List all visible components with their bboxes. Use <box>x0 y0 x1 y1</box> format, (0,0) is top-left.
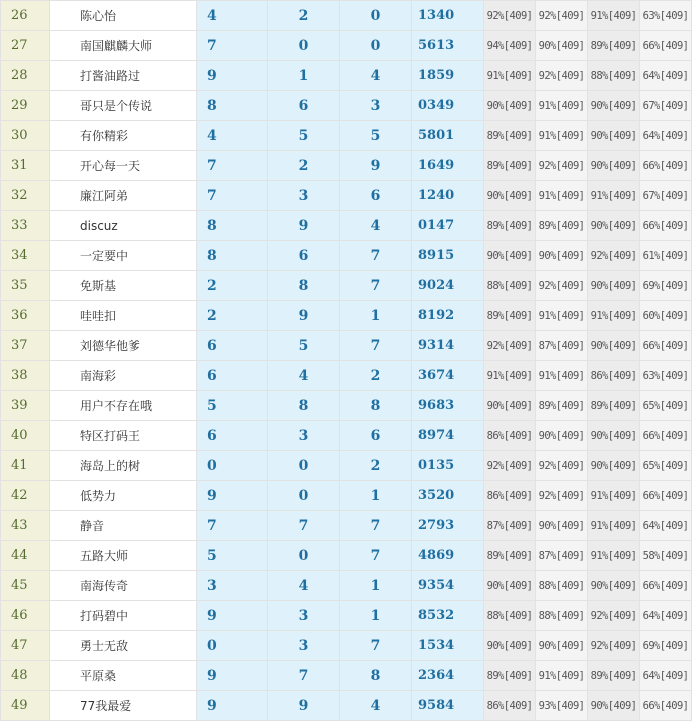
digit-1: 2 <box>197 271 268 301</box>
number-code: 4869 <box>412 541 484 571</box>
digit-1: 5 <box>197 541 268 571</box>
rate-4: 64%[409] <box>640 601 692 631</box>
digit-1: 9 <box>197 601 268 631</box>
digit-1: 9 <box>197 691 268 721</box>
rate-4: 64%[409] <box>640 661 692 691</box>
digit-3: 4 <box>340 691 412 721</box>
table-row <box>1 511 692 541</box>
user-name: 哇哇扣 <box>50 301 197 331</box>
rate-1: 89%[409] <box>484 661 536 691</box>
table-row <box>1 61 692 91</box>
digit-3: 1 <box>340 481 412 511</box>
rate-1: 90%[409] <box>484 571 536 601</box>
rate-1: 90%[409] <box>484 241 536 271</box>
table-row <box>1 631 692 661</box>
rate-2: 92%[409] <box>536 1 588 31</box>
digit-3: 4 <box>340 211 412 241</box>
number-code: 0147 <box>412 211 484 241</box>
number-code: 8192 <box>412 301 484 331</box>
digit-3: 0 <box>340 1 412 31</box>
number-code: 9584 <box>412 691 484 721</box>
rate-4: 63%[409] <box>640 361 692 391</box>
table-row <box>1 451 692 481</box>
digit-2: 4 <box>268 361 340 391</box>
digit-2: 9 <box>268 691 340 721</box>
rate-3: 91%[409] <box>588 1 640 31</box>
digit-3: 8 <box>340 391 412 421</box>
rate-2: 91%[409] <box>536 91 588 121</box>
rate-2: 87%[409] <box>536 541 588 571</box>
rate-3: 90%[409] <box>588 91 640 121</box>
number-code: 9024 <box>412 271 484 301</box>
digit-2: 8 <box>268 271 340 301</box>
digit-3: 8 <box>340 661 412 691</box>
digit-2: 0 <box>268 31 340 61</box>
table-row <box>1 361 692 391</box>
table-row <box>1 31 692 61</box>
rate-3: 89%[409] <box>588 661 640 691</box>
row-number: 41 <box>1 451 50 481</box>
table-row <box>1 331 692 361</box>
user-name: 廉江阿弟 <box>50 181 197 211</box>
digit-1: 9 <box>197 661 268 691</box>
user-name: 用户不存在哦 <box>50 391 197 421</box>
digit-1: 6 <box>197 331 268 361</box>
user-name: 平原桑 <box>50 661 197 691</box>
rate-3: 90%[409] <box>588 691 640 721</box>
digit-1: 8 <box>197 241 268 271</box>
user-name: 五路大师 <box>50 541 197 571</box>
digit-3: 1 <box>340 301 412 331</box>
rate-2: 91%[409] <box>536 361 588 391</box>
row-number: 35 <box>1 271 50 301</box>
row-number: 36 <box>1 301 50 331</box>
rate-4: 63%[409] <box>640 1 692 31</box>
number-code: 1340 <box>412 1 484 31</box>
row-number: 29 <box>1 91 50 121</box>
rate-3: 90%[409] <box>588 331 640 361</box>
rate-4: 61%[409] <box>640 241 692 271</box>
number-code: 1534 <box>412 631 484 661</box>
rate-1: 87%[409] <box>484 511 536 541</box>
digit-3: 9 <box>340 151 412 181</box>
user-name: 刘德华他爹 <box>50 331 197 361</box>
number-code: 8915 <box>412 241 484 271</box>
rate-4: 66%[409] <box>640 481 692 511</box>
number-code: 9683 <box>412 391 484 421</box>
digit-2: 0 <box>268 541 340 571</box>
rate-1: 92%[409] <box>484 451 536 481</box>
digit-1: 7 <box>197 31 268 61</box>
user-name: 一定要中 <box>50 241 197 271</box>
rate-2: 92%[409] <box>536 481 588 511</box>
digit-3: 7 <box>340 271 412 301</box>
rate-2: 90%[409] <box>536 421 588 451</box>
user-name: 开心每一天 <box>50 151 197 181</box>
rate-1: 90%[409] <box>484 391 536 421</box>
row-number: 43 <box>1 511 50 541</box>
digit-2: 5 <box>268 331 340 361</box>
rate-4: 60%[409] <box>640 301 692 331</box>
digit-2: 7 <box>268 661 340 691</box>
table-row <box>1 541 692 571</box>
rate-2: 90%[409] <box>536 631 588 661</box>
user-name: 陈心怡 <box>50 1 197 31</box>
rate-3: 90%[409] <box>588 421 640 451</box>
number-code: 3520 <box>412 481 484 511</box>
user-name: 打酱油路过 <box>50 61 197 91</box>
rate-3: 92%[409] <box>588 241 640 271</box>
rate-4: 66%[409] <box>640 421 692 451</box>
rate-2: 90%[409] <box>536 31 588 61</box>
row-number: 30 <box>1 121 50 151</box>
digit-1: 7 <box>197 151 268 181</box>
user-name: discuz <box>50 211 197 241</box>
rate-1: 92%[409] <box>484 331 536 361</box>
row-number: 45 <box>1 571 50 601</box>
rate-2: 90%[409] <box>536 241 588 271</box>
user-name: 低势力 <box>50 481 197 511</box>
rate-4: 66%[409] <box>640 331 692 361</box>
rate-4: 65%[409] <box>640 451 692 481</box>
digit-2: 6 <box>268 241 340 271</box>
table-row <box>1 211 692 241</box>
rate-1: 91%[409] <box>484 361 536 391</box>
rate-3: 86%[409] <box>588 361 640 391</box>
table-row <box>1 571 692 601</box>
rate-2: 91%[409] <box>536 661 588 691</box>
number-code: 2364 <box>412 661 484 691</box>
rate-1: 89%[409] <box>484 121 536 151</box>
table-row <box>1 421 692 451</box>
table-row <box>1 481 692 511</box>
rate-2: 92%[409] <box>536 61 588 91</box>
digit-1: 2 <box>197 301 268 331</box>
rate-3: 88%[409] <box>588 61 640 91</box>
row-number: 48 <box>1 661 50 691</box>
digit-1: 4 <box>197 121 268 151</box>
rate-3: 92%[409] <box>588 601 640 631</box>
rate-3: 90%[409] <box>588 451 640 481</box>
digit-1: 5 <box>197 391 268 421</box>
rate-2: 91%[409] <box>536 121 588 151</box>
user-name: 特区打码王 <box>50 421 197 451</box>
rate-4: 69%[409] <box>640 271 692 301</box>
digit-1: 6 <box>197 361 268 391</box>
rate-1: 89%[409] <box>484 151 536 181</box>
digit-1: 8 <box>197 211 268 241</box>
digit-2: 2 <box>268 1 340 31</box>
rate-3: 90%[409] <box>588 571 640 601</box>
table-row <box>1 1 692 31</box>
rate-3: 91%[409] <box>588 181 640 211</box>
digit-2: 5 <box>268 121 340 151</box>
row-number: 38 <box>1 361 50 391</box>
digit-2: 3 <box>268 421 340 451</box>
table-row <box>1 181 692 211</box>
rate-1: 86%[409] <box>484 421 536 451</box>
digit-1: 6 <box>197 421 268 451</box>
rate-3: 91%[409] <box>588 511 640 541</box>
user-name: 海岛上的树 <box>50 451 197 481</box>
rate-1: 94%[409] <box>484 31 536 61</box>
rate-4: 66%[409] <box>640 691 692 721</box>
rate-2: 92%[409] <box>536 451 588 481</box>
digit-2: 4 <box>268 571 340 601</box>
digit-2: 9 <box>268 211 340 241</box>
table-row <box>1 91 692 121</box>
number-code: 0349 <box>412 91 484 121</box>
digit-1: 0 <box>197 451 268 481</box>
row-number: 27 <box>1 31 50 61</box>
rate-1: 90%[409] <box>484 181 536 211</box>
digit-3: 7 <box>340 511 412 541</box>
user-name: 勇士无敌 <box>50 631 197 661</box>
digit-3: 1 <box>340 571 412 601</box>
rate-1: 90%[409] <box>484 631 536 661</box>
number-code: 9314 <box>412 331 484 361</box>
rate-2: 91%[409] <box>536 301 588 331</box>
digit-3: 7 <box>340 331 412 361</box>
user-name: 有你精彩 <box>50 121 197 151</box>
number-code: 1859 <box>412 61 484 91</box>
rate-3: 90%[409] <box>588 211 640 241</box>
rate-1: 92%[409] <box>484 1 536 31</box>
digit-2: 0 <box>268 451 340 481</box>
rate-4: 66%[409] <box>640 571 692 601</box>
rate-2: 88%[409] <box>536 571 588 601</box>
digit-2: 3 <box>268 601 340 631</box>
rate-2: 91%[409] <box>536 181 588 211</box>
digit-1: 7 <box>197 181 268 211</box>
rate-2: 87%[409] <box>536 331 588 361</box>
rate-4: 67%[409] <box>640 91 692 121</box>
rate-4: 64%[409] <box>640 121 692 151</box>
digit-3: 6 <box>340 421 412 451</box>
rate-3: 91%[409] <box>588 481 640 511</box>
number-code: 3674 <box>412 361 484 391</box>
rate-1: 88%[409] <box>484 271 536 301</box>
digit-1: 9 <box>197 61 268 91</box>
rate-2: 93%[409] <box>536 691 588 721</box>
rate-1: 89%[409] <box>484 541 536 571</box>
row-number: 32 <box>1 181 50 211</box>
digit-3: 7 <box>340 631 412 661</box>
rate-2: 88%[409] <box>536 601 588 631</box>
row-number: 39 <box>1 391 50 421</box>
digit-2: 3 <box>268 631 340 661</box>
user-name: 哥只是个传说 <box>50 91 197 121</box>
number-code: 5801 <box>412 121 484 151</box>
digit-2: 0 <box>268 481 340 511</box>
number-code: 0135 <box>412 451 484 481</box>
number-code: 8974 <box>412 421 484 451</box>
table-row <box>1 271 692 301</box>
digit-1: 3 <box>197 571 268 601</box>
rate-4: 66%[409] <box>640 151 692 181</box>
rate-4: 65%[409] <box>640 391 692 421</box>
rate-2: 92%[409] <box>536 151 588 181</box>
number-code: 9354 <box>412 571 484 601</box>
rate-1: 86%[409] <box>484 691 536 721</box>
user-name: 南国麒麟大师 <box>50 31 197 61</box>
rate-3: 90%[409] <box>588 151 640 181</box>
rate-4: 64%[409] <box>640 511 692 541</box>
rate-4: 58%[409] <box>640 541 692 571</box>
rate-3: 91%[409] <box>588 301 640 331</box>
user-name: 77我最爱 <box>50 691 197 721</box>
rate-4: 66%[409] <box>640 211 692 241</box>
user-name: 南海彩 <box>50 361 197 391</box>
rate-4: 67%[409] <box>640 181 692 211</box>
user-name: 南海传奇 <box>50 571 197 601</box>
rate-3: 90%[409] <box>588 271 640 301</box>
digit-2: 7 <box>268 511 340 541</box>
digit-2: 8 <box>268 391 340 421</box>
rate-2: 92%[409] <box>536 271 588 301</box>
table-row <box>1 691 692 721</box>
digit-3: 2 <box>340 451 412 481</box>
digit-2: 3 <box>268 181 340 211</box>
digit-3: 6 <box>340 181 412 211</box>
rate-3: 92%[409] <box>588 631 640 661</box>
user-name: 静音 <box>50 511 197 541</box>
row-number: 40 <box>1 421 50 451</box>
row-number: 26 <box>1 1 50 31</box>
table-row <box>1 301 692 331</box>
row-number: 49 <box>1 691 50 721</box>
rate-4: 64%[409] <box>640 61 692 91</box>
rate-4: 69%[409] <box>640 631 692 661</box>
table-body <box>1 1 692 721</box>
number-code: 2793 <box>412 511 484 541</box>
digit-1: 0 <box>197 631 268 661</box>
row-number: 37 <box>1 331 50 361</box>
rate-2: 89%[409] <box>536 391 588 421</box>
digit-2: 1 <box>268 61 340 91</box>
digit-2: 9 <box>268 301 340 331</box>
rate-1: 88%[409] <box>484 601 536 631</box>
number-code: 5613 <box>412 31 484 61</box>
row-number: 31 <box>1 151 50 181</box>
number-code: 1649 <box>412 151 484 181</box>
table-row <box>1 121 692 151</box>
rate-1: 90%[409] <box>484 91 536 121</box>
table-row <box>1 601 692 631</box>
row-number: 28 <box>1 61 50 91</box>
digit-3: 0 <box>340 31 412 61</box>
row-number: 42 <box>1 481 50 511</box>
digit-1: 9 <box>197 481 268 511</box>
table-row <box>1 241 692 271</box>
digit-1: 4 <box>197 1 268 31</box>
digit-3: 3 <box>340 91 412 121</box>
rate-4: 66%[409] <box>640 31 692 61</box>
table-row <box>1 661 692 691</box>
digit-1: 8 <box>197 91 268 121</box>
digit-3: 5 <box>340 121 412 151</box>
table-row <box>1 151 692 181</box>
digit-3: 7 <box>340 241 412 271</box>
row-number: 34 <box>1 241 50 271</box>
row-number: 33 <box>1 211 50 241</box>
rate-1: 89%[409] <box>484 301 536 331</box>
table-row <box>1 391 692 421</box>
digit-3: 7 <box>340 541 412 571</box>
rate-2: 90%[409] <box>536 511 588 541</box>
digit-2: 2 <box>268 151 340 181</box>
row-number: 47 <box>1 631 50 661</box>
digit-3: 4 <box>340 61 412 91</box>
rate-3: 89%[409] <box>588 391 640 421</box>
user-name: 免斯基 <box>50 271 197 301</box>
number-code: 1240 <box>412 181 484 211</box>
digit-3: 1 <box>340 601 412 631</box>
rate-1: 86%[409] <box>484 481 536 511</box>
rate-3: 89%[409] <box>588 31 640 61</box>
rate-3: 91%[409] <box>588 541 640 571</box>
rate-3: 90%[409] <box>588 121 640 151</box>
user-name: 打码碧中 <box>50 601 197 631</box>
digit-1: 7 <box>197 511 268 541</box>
number-code: 8532 <box>412 601 484 631</box>
row-number: 44 <box>1 541 50 571</box>
rate-1: 89%[409] <box>484 211 536 241</box>
digit-3: 2 <box>340 361 412 391</box>
rate-2: 89%[409] <box>536 211 588 241</box>
rate-1: 91%[409] <box>484 61 536 91</box>
digit-2: 6 <box>268 91 340 121</box>
row-number: 46 <box>1 601 50 631</box>
